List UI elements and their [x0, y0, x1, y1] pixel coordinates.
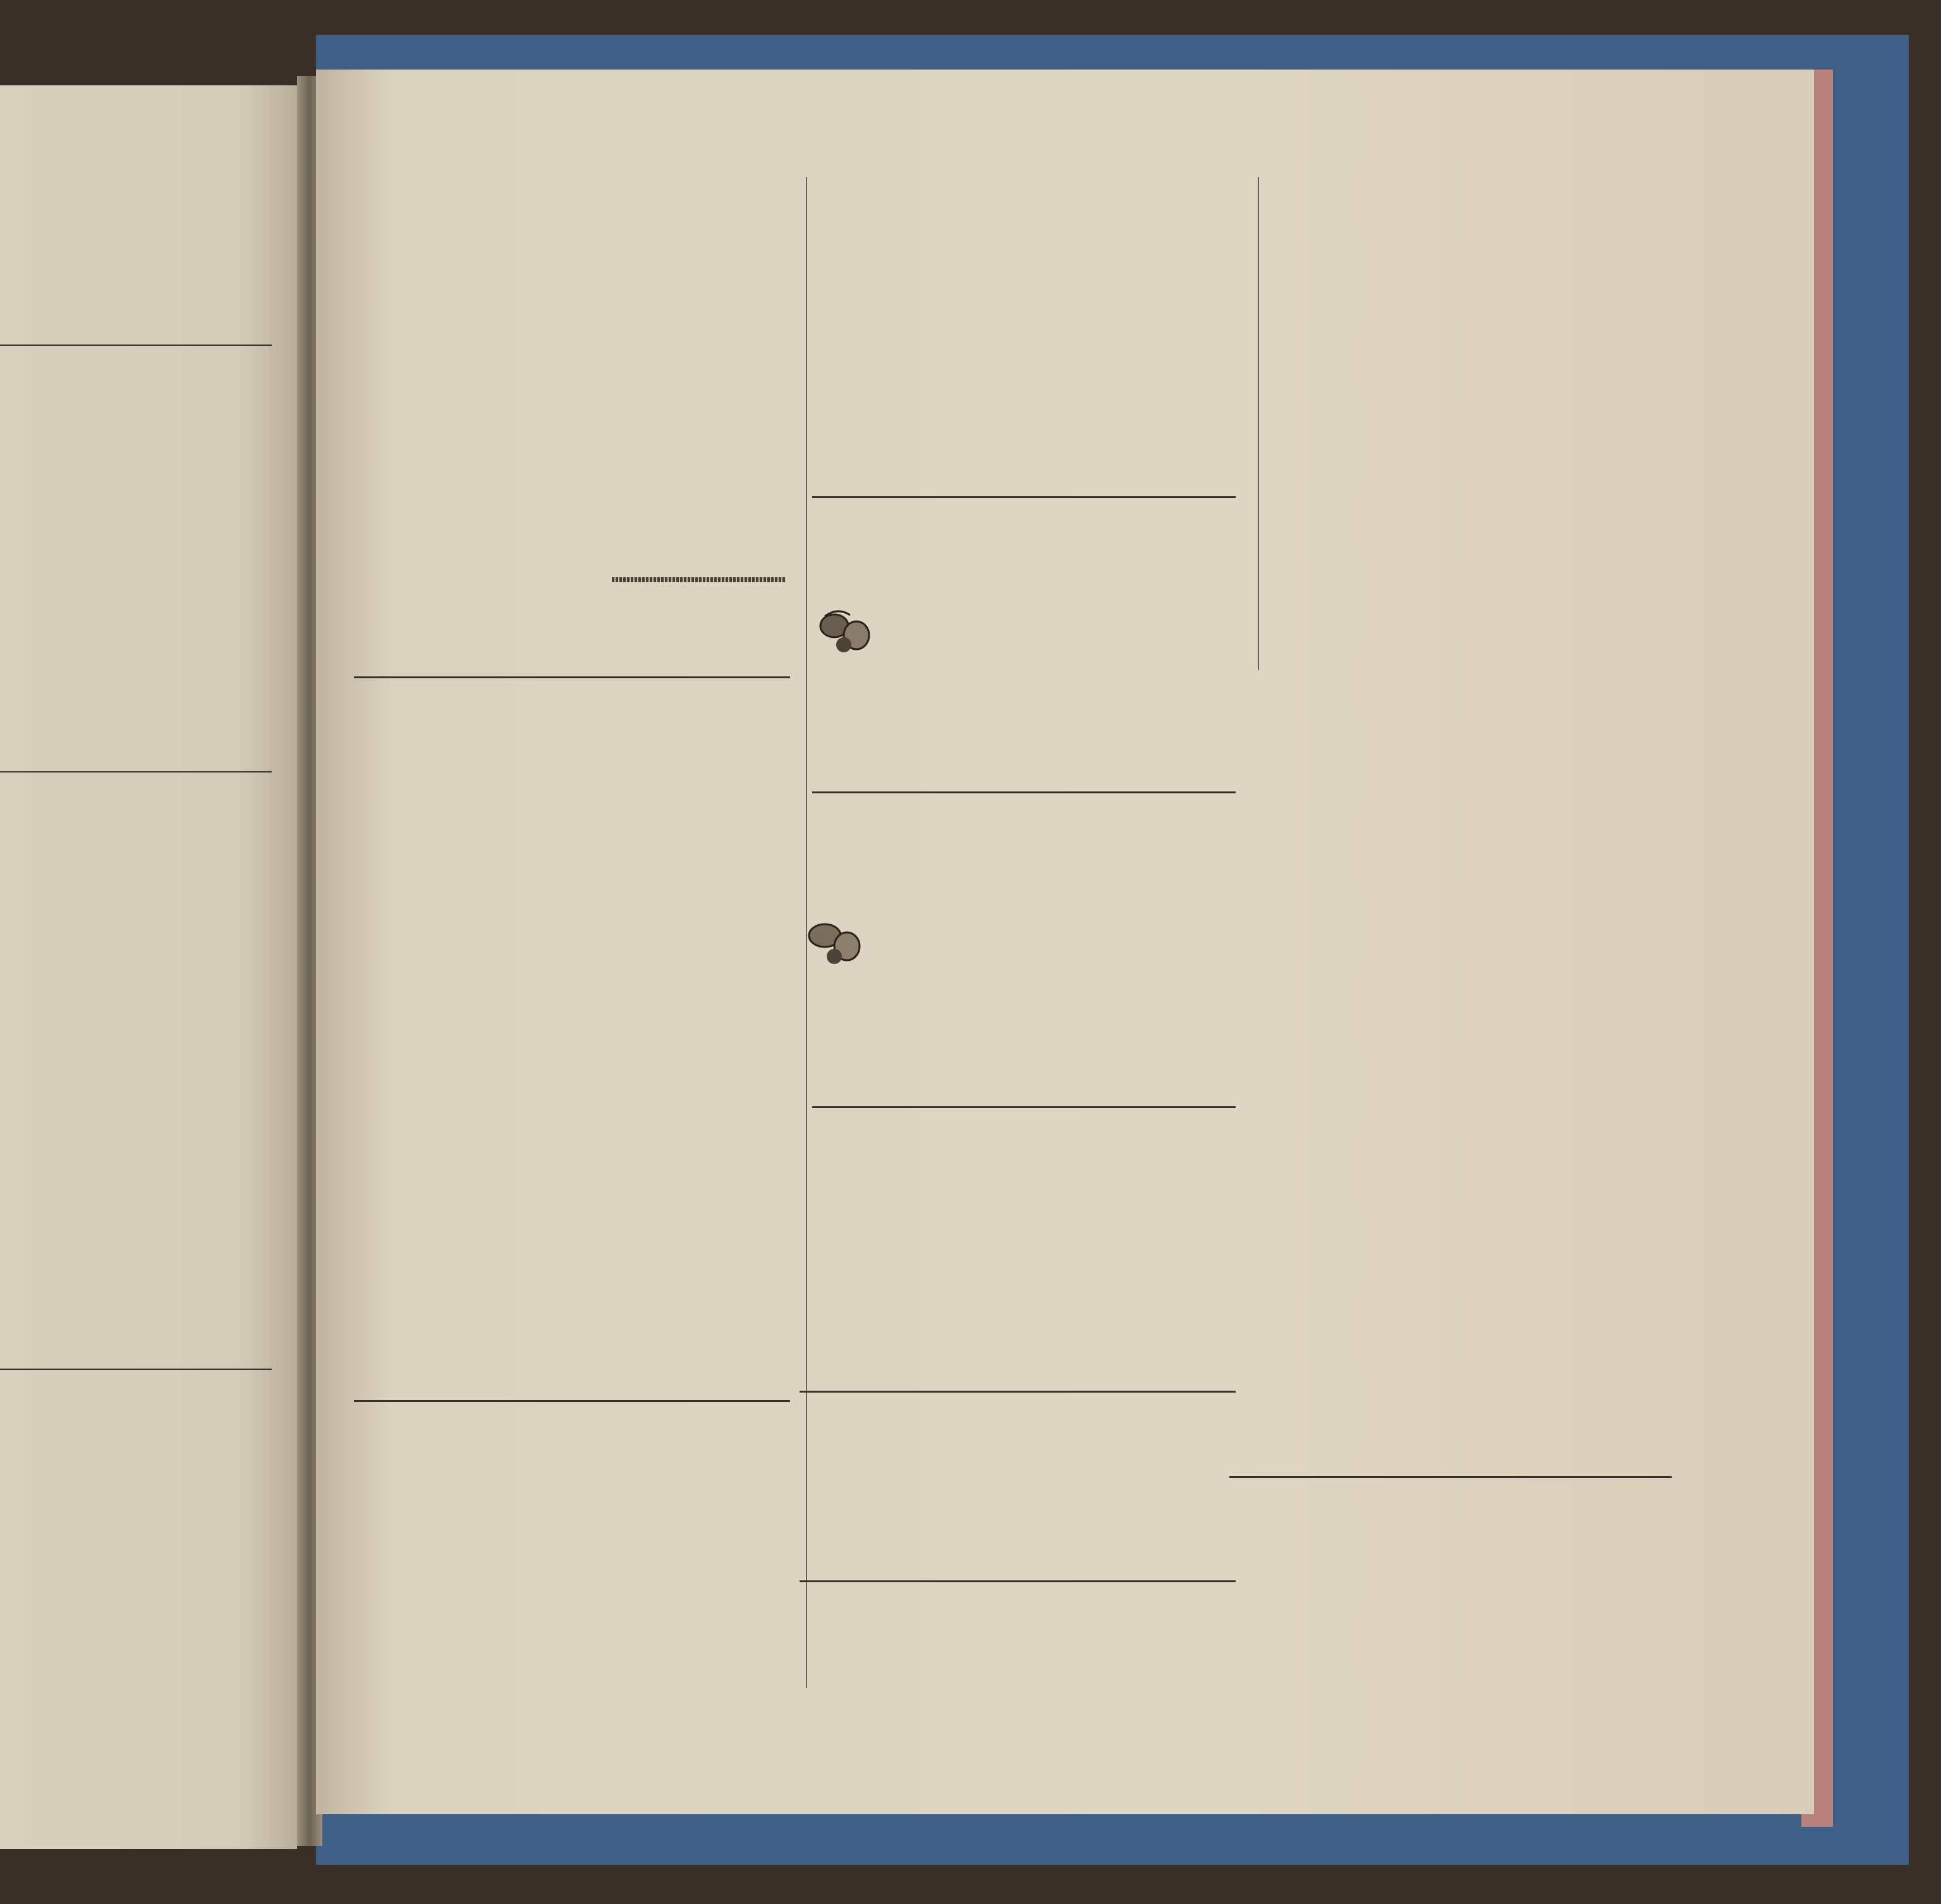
signature [1283, 925, 1669, 951]
date-line [812, 894, 1236, 921]
place-name [812, 506, 1236, 532]
date-line [812, 590, 1236, 616]
place-name [1283, 714, 1669, 749]
book-cover-bottom [316, 1814, 1909, 1865]
notice-heading [812, 245, 1236, 276]
altenstaig-geld-notice [1229, 1492, 1672, 1602]
section-rule [354, 676, 790, 678]
spielwaaren-notice [1283, 714, 1669, 951]
notice-heading [357, 748, 787, 779]
signature [1229, 1576, 1672, 1602]
notice-heading [351, 1472, 787, 1503]
stammheim-notice [357, 695, 787, 832]
rohrdorf-notice-1 [812, 810, 1236, 973]
signature [1261, 264, 1684, 291]
cost-intro [357, 169, 793, 196]
notice-heading [803, 1178, 1236, 1209]
signature [812, 642, 1236, 669]
section-rule [800, 1391, 1236, 1393]
date-line [800, 1462, 1236, 1488]
date-line [1229, 1550, 1672, 1577]
place-name [351, 1419, 787, 1446]
notice-heading [800, 1430, 1236, 1462]
section-rule [812, 1106, 1236, 1108]
signature [1229, 1352, 1672, 1378]
place-name [803, 1125, 1236, 1152]
place-name [357, 695, 787, 722]
oberamt-name [812, 532, 1236, 559]
advert-title-line-2 [1283, 809, 1669, 872]
place-name [800, 1403, 1236, 1430]
place-name [796, 1593, 1239, 1620]
ornament-row-bottom [1255, 1253, 1691, 1276]
place-name [812, 810, 1236, 837]
signature [812, 921, 1236, 948]
oberamt-name [357, 722, 787, 748]
notice-heading [1261, 207, 1684, 238]
notice-heading [812, 863, 1236, 894]
signature [1229, 1326, 1672, 1352]
signature [812, 329, 1236, 355]
altenstaig-bettfedern-notice [1229, 1286, 1672, 1378]
left-rule-2 [0, 771, 272, 772]
oberamt-name [812, 837, 1236, 864]
date-line [1283, 872, 1669, 899]
signature [812, 302, 1236, 329]
section-rule [812, 791, 1236, 793]
date-line [803, 1209, 1236, 1236]
signature [803, 1236, 1236, 1262]
ornament-row-top [1255, 675, 1691, 698]
signature [812, 616, 1236, 643]
money-bag-icon [812, 597, 875, 661]
wildberg-honig-notice [800, 1403, 1236, 1487]
left-rule-3 [0, 1369, 272, 1370]
notice-heading [1229, 1518, 1672, 1550]
advert-title-line-1 [1283, 749, 1669, 809]
column-2 [812, 174, 1236, 381]
section-rule [800, 1580, 1236, 1582]
column-divider [1258, 177, 1259, 670]
section-title [812, 174, 1236, 218]
place-name [812, 218, 1236, 245]
money-bag-icon [800, 907, 869, 970]
place-name [1229, 1286, 1672, 1313]
oberamt-name [351, 1446, 787, 1472]
signature [803, 1262, 1236, 1288]
column-1-lower [357, 589, 787, 668]
summa-line [357, 589, 787, 616]
book-cover-right [1827, 35, 1909, 1865]
left-rule-1 [0, 345, 272, 346]
date-line [1261, 238, 1684, 265]
ornament-column-left [1255, 700, 1277, 1250]
signature [351, 1530, 787, 1556]
signature [1283, 899, 1669, 925]
left-page [0, 85, 297, 1849]
date-line [812, 276, 1236, 303]
section-rule [1229, 1476, 1672, 1478]
notice-heading [812, 558, 1236, 590]
place-name [1261, 180, 1684, 207]
oberamt-name [803, 1152, 1236, 1178]
place-name [1229, 1492, 1672, 1518]
signature [357, 806, 787, 833]
signature [812, 355, 1236, 381]
ebershardt-notice [812, 506, 1236, 669]
summa-rule [612, 577, 786, 582]
altenstaig-buergschaft-notice [1261, 180, 1684, 291]
bildechingen-notice [351, 1419, 787, 1556]
ornament-column-right [1668, 700, 1691, 1250]
section-rule [812, 496, 1236, 498]
date-line [351, 1503, 787, 1530]
nagold-notice [796, 1593, 1239, 1620]
column-1 [357, 169, 793, 196]
date-line [357, 779, 787, 806]
rohrdorf-notice-2 [803, 1125, 1236, 1288]
signature [812, 947, 1236, 973]
date-line [357, 616, 787, 642]
section-rule [354, 1400, 790, 1402]
signature [357, 642, 787, 668]
